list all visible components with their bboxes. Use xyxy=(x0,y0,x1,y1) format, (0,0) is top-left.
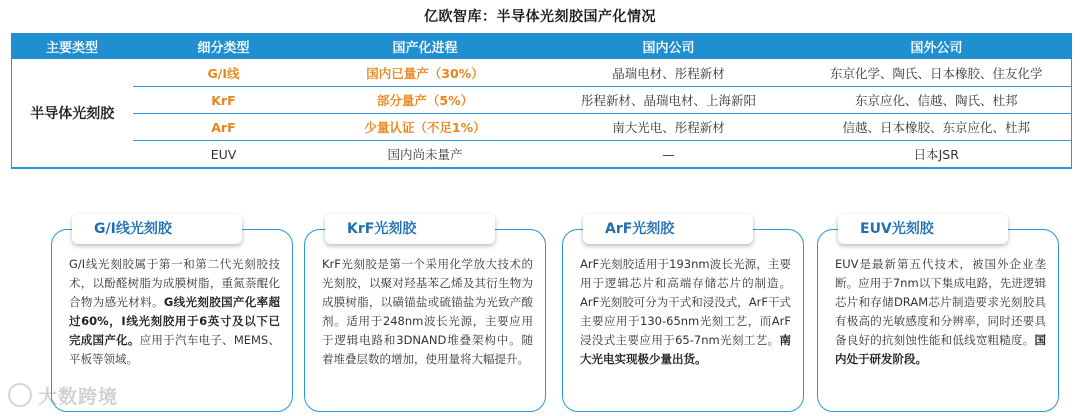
card-box xyxy=(304,221,546,412)
progress-cell: 少量认证（不足1%） xyxy=(315,114,536,141)
card-text xyxy=(835,255,1046,369)
header-subtype: 细分类型 xyxy=(133,34,315,59)
logo-icon xyxy=(8,383,32,407)
card-box xyxy=(562,221,804,412)
subtype-cell: G/I线 xyxy=(133,59,315,87)
card-title: EUV光刻胶 xyxy=(838,214,1008,244)
subtype-cell: KrF xyxy=(133,87,315,114)
progress-cell: 国内尚未量产 xyxy=(315,141,536,169)
card-title: KrF光刻胶 xyxy=(325,214,495,244)
table-row xyxy=(12,114,1072,141)
card-title: ArF光刻胶 xyxy=(583,214,753,244)
domestic-cell: 彤程新材、晶瑞电材、上海新阳 xyxy=(536,87,802,114)
table-row xyxy=(12,141,1072,169)
card-arf xyxy=(562,213,806,395)
group-cell: 半导体光刻胶 xyxy=(12,59,133,169)
header-domestic: 国内公司 xyxy=(536,34,802,59)
table-header-row xyxy=(12,34,1072,59)
subtype-cell: EUV xyxy=(133,141,315,169)
foreign-cell: 东京应化、信越、陶氏、杜邦 xyxy=(802,87,1072,114)
domestic-cell: — xyxy=(536,141,802,169)
card-title: G/I线光刻胶 xyxy=(72,214,242,244)
domestic-cell: 南大光电、彤程新材 xyxy=(536,114,802,141)
card-text xyxy=(322,255,533,369)
foreign-cell: 东京化学、陶氏、日本橡胶、住友化学 xyxy=(802,59,1072,87)
card-text xyxy=(69,255,280,369)
card-krf xyxy=(304,213,548,395)
logo-text: 大数跨境 xyxy=(38,385,119,408)
card-tail: 应用于汽车电子、MEMS、平板等领域。 xyxy=(69,333,280,366)
progress-cell: 国内已量产（30%） xyxy=(315,59,536,87)
foreign-cell: 信越、日本橡胶、东京应化、杜邦 xyxy=(802,114,1072,141)
watermark-logo xyxy=(8,380,118,410)
card-highlight: G线光刻胶国产化率超过60%，I线光刻胶用于6英寸及以下已完成国产化。 xyxy=(69,295,280,347)
header-progress: 国产化进程 xyxy=(315,34,536,59)
card-body: KrF光刻胶是第一个采用化学放大技术的光刻胶，以聚对羟基苯乙烯及其衍生物为成膜树脂，以磺锚盐或硫锚盐为光致产酸剂。适用于248nm波长光源，主要应用于逻辑电路和3DNAND堆叠架构中。随着堆叠层数的增加，使用量将大幅提升。 xyxy=(322,257,533,366)
card-body: G/I线光刻胶属于第一和第二代光刻胶技术，以酚醛树脂为成膜树脂，重氮萘醌化合物为感光材料。 xyxy=(69,257,280,309)
domestic-cell: 晶瑞电材、彤程新材 xyxy=(536,59,802,87)
header-main-type: 主要类型 xyxy=(12,34,133,59)
subtype-cell: ArF xyxy=(133,114,315,141)
localization-table xyxy=(11,33,1072,169)
card-body: ArF光刻胶适用于193nm波长光源，主要用于逻辑芯片和高端存储芯片的制造。ArF光刻胶可分为干式和浸没式，ArF干式主要应用于130-65nm光刻工艺，而ArF浸没式主要应用于65-7nm光刻工艺。 xyxy=(580,257,791,347)
header-foreign: 国外公司 xyxy=(802,34,1072,59)
card-euv xyxy=(817,213,1061,395)
progress-cell: 部分量产（5%） xyxy=(315,87,536,114)
foreign-cell: 日本JSR xyxy=(802,141,1072,169)
card-box xyxy=(817,221,1059,412)
table-row xyxy=(12,87,1072,114)
card-text xyxy=(580,255,791,369)
page-title: 亿欧智库：半导体光刻胶国产化情况 xyxy=(424,9,656,25)
card-highlight: 国内处于研发阶段。 xyxy=(835,333,1046,366)
card-gi-line xyxy=(51,213,295,395)
card-highlight: 南大光电实现极少量出货。 xyxy=(580,333,791,366)
table-row xyxy=(12,59,1072,87)
card-body: EUV是最新第五代技术，被国外企业垄断。应用于7nm以下集成电路，先进逻辑芯片和存储DRAM芯片制造要求光刻胶具有极高的光敏感度和分辨率，同时还要具备良好的抗刻蚀性能和低线宽粗糙度。 xyxy=(835,257,1046,347)
